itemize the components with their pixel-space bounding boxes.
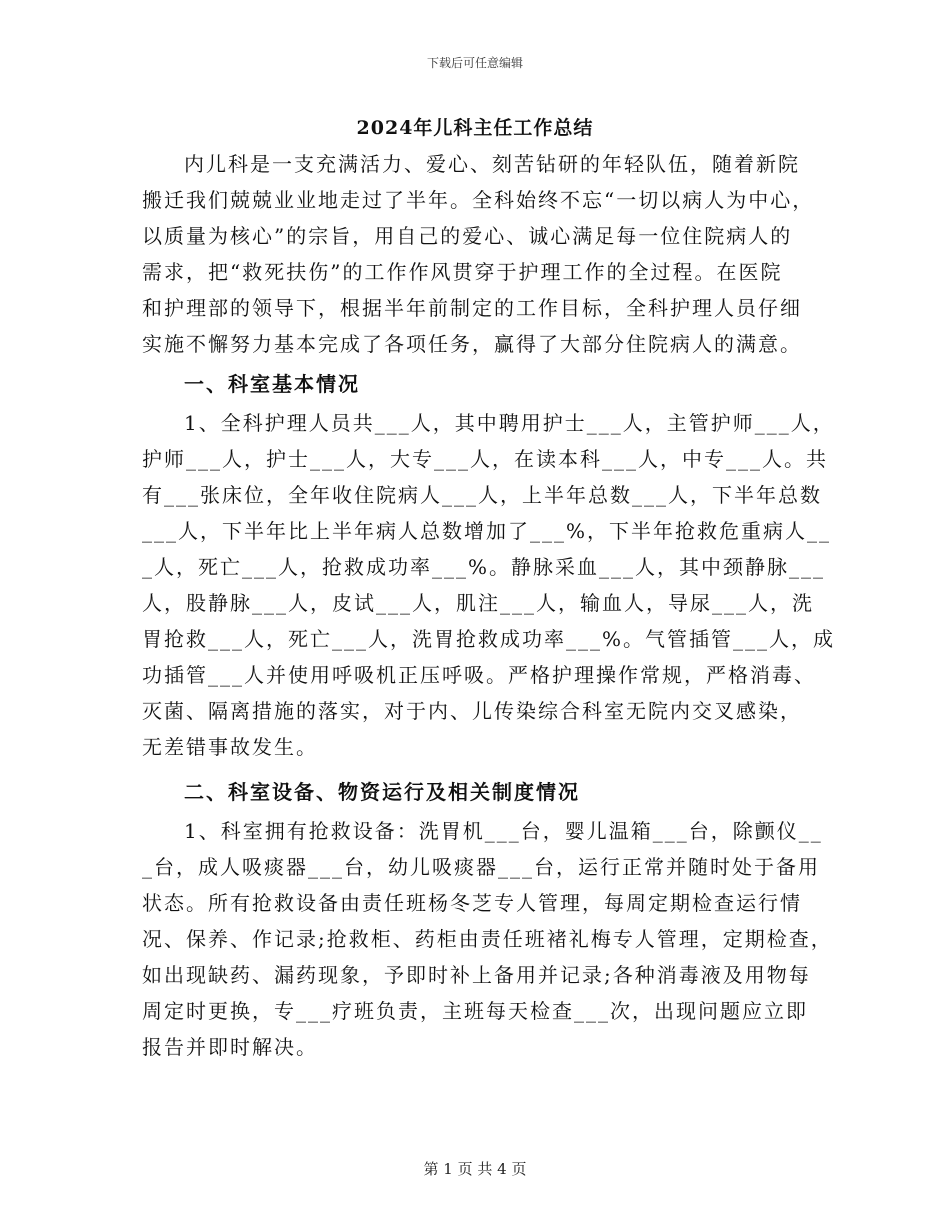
- paragraph-line: 灭菌、隔离措施的落实，对于内、儿传染综合科室无院内交叉感染，: [142, 699, 802, 723]
- paragraph-line: 周定时更换，专___疗班负责，主班每天检查___次，出现问题应立即: [142, 999, 808, 1023]
- paragraph-line: 状态。所有抢救设备由责任班杨冬芝专人管理，每周定期检查运行情: [142, 891, 802, 915]
- intro-line: 和护理部的领导下，根据半年前制定的工作目标，全科护理人员仔细: [142, 296, 802, 320]
- paragraph-line: ___人，下半年比上半年病人总数增加了___%，下半年抢救危重病人__: [142, 519, 832, 543]
- paragraph-line: 1、全科护理人员共___人，其中聘用护士___人，主管护师___人，: [184, 411, 835, 435]
- intro-line: 实施不懈努力基本完成了各项任务，赢得了大部分住院病人的满意。: [142, 332, 802, 356]
- intro-line: 搬迁我们兢兢业业地走过了半年。全科始终不忘“一切以病人为中心，: [142, 188, 815, 212]
- paragraph-line: 胃抢救___人，死亡___人，洗胃抢救成功率___%。气管插管___人，成: [142, 627, 836, 651]
- document-title: 2024年儿科主任工作总结: [356, 117, 594, 139]
- paragraph-line: 人，股静脉___人，皮试___人，肌注___人，输血人，导尿___人，洗: [142, 591, 814, 615]
- page-footer: 第 1 页 共 4 页: [423, 1160, 527, 1178]
- intro-line: 需求，把“救死扶伤”的工作作风贯穿于护理工作的全过程。在医院: [142, 260, 783, 284]
- intro-line: 内儿科是一支充满活力、爱心、刻苦钻研的年轻队伍，随着新院: [184, 152, 800, 176]
- paragraph-line: 无差错事故发生。: [142, 735, 318, 759]
- page-header: 下载后可任意编辑: [426, 56, 523, 70]
- intro-line: 以质量为核心”的宗旨，用自己的爱心、诚心满足每一位住院病人的: [142, 224, 793, 248]
- section-heading: 二、科室设备、物资运行及相关制度情况: [184, 780, 580, 804]
- paragraph-line: 功插管___人并使用呼吸机正压呼吸。严格护理操作常规，严格消毒、: [142, 663, 816, 687]
- paragraph-line: _台，成人吸痰器___台，幼儿吸痰器___台，运行正常并随时处于备用: [142, 855, 820, 879]
- paragraph-line: 如出现缺药、漏药现象，予即时补上备用并记录;各种消毒液及用物每: [142, 963, 811, 987]
- section-heading: 一、科室基本情况: [184, 372, 360, 396]
- paragraph-line: 1、科室拥有抢救设备：洗胃机___台，婴儿温箱___台，除颤仪__: [184, 819, 823, 843]
- paragraph-line: _人，死亡___人，抢救成功率___%。静脉采血___人，其中颈静脉___: [142, 555, 826, 579]
- paragraph-line: 报告并即时解决。: [142, 1035, 318, 1059]
- paragraph-line: 况、保养、作记录;抢救柜、药柜由责任班褚礼梅专人管理，定期检查，: [142, 927, 833, 951]
- paragraph-line: 有___张床位，全年收住院病人___人，上半年总数___人，下半年总数: [142, 483, 822, 507]
- paragraph-line: 护师___人，护士___人，大专___人，在读本科___人，中专___人。共: [142, 447, 828, 471]
